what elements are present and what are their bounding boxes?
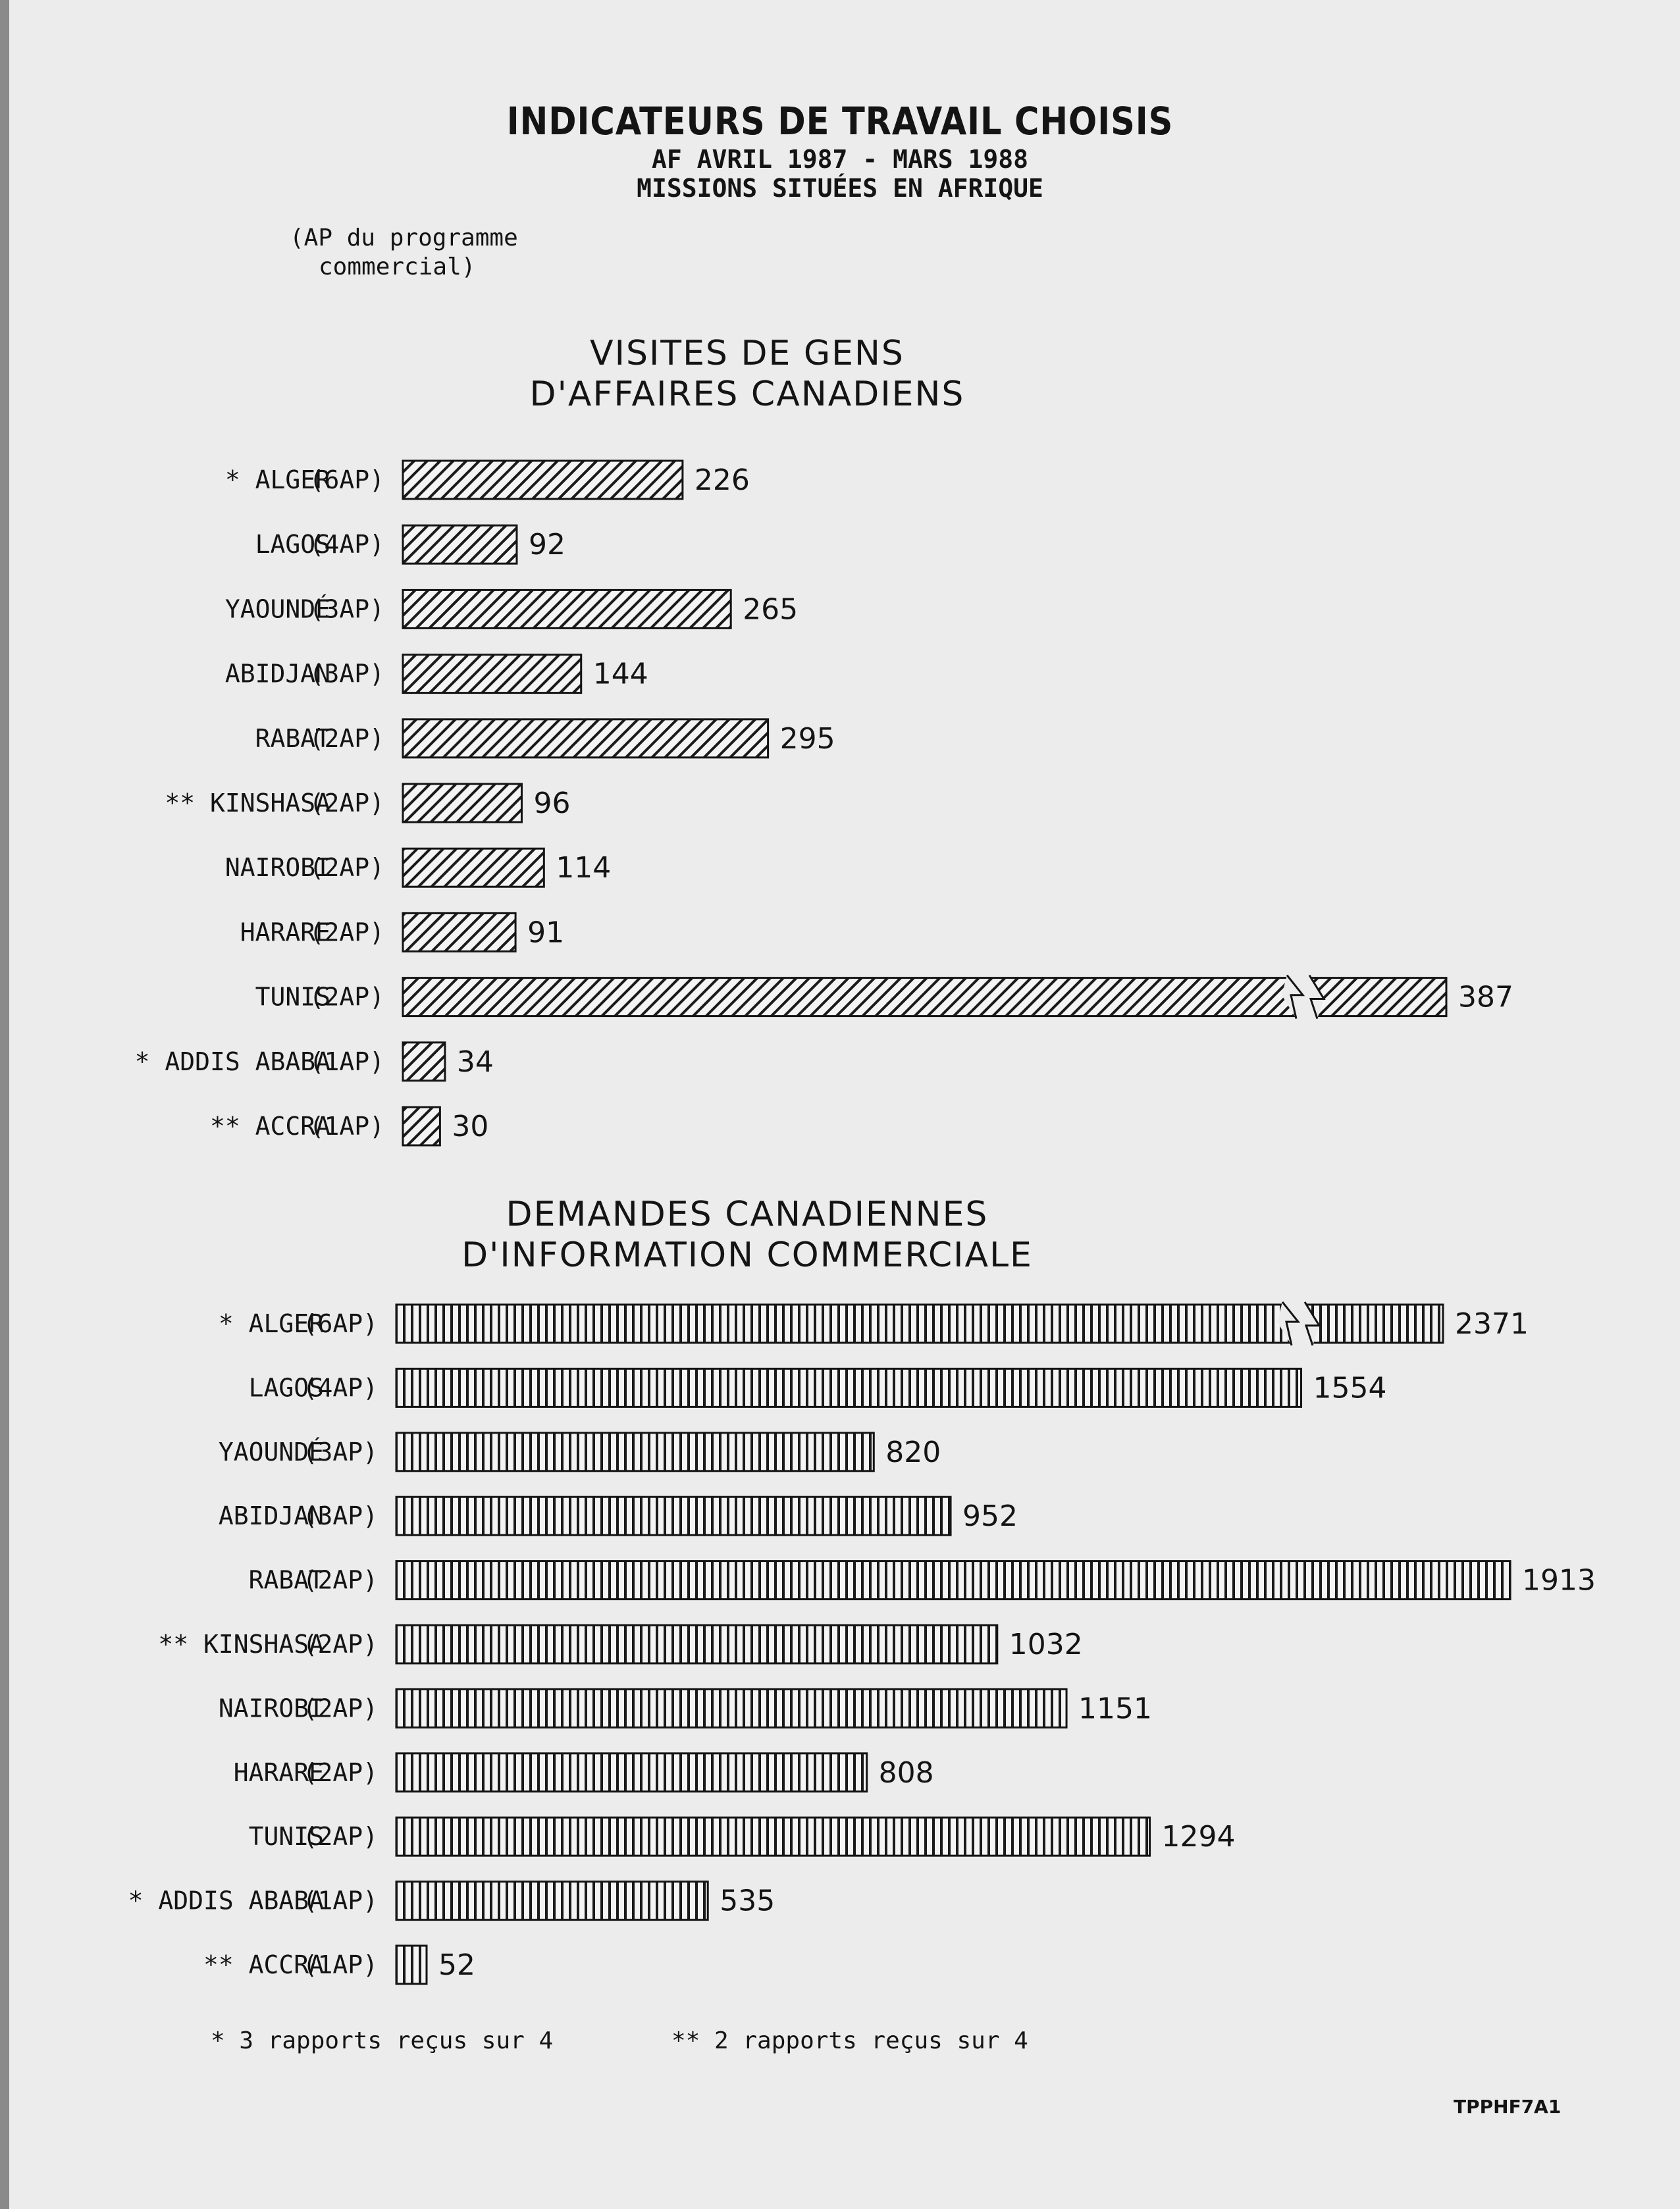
category-ap-alger: (6AP) <box>309 465 384 494</box>
value-label-nairobi: 114 <box>556 851 612 885</box>
category-label-harare: HARARE <box>233 1757 324 1787</box>
value-label-accra: 52 <box>438 1948 475 1982</box>
bar-nairobi <box>396 1689 1066 1727</box>
bar-kinshasa <box>396 1625 997 1663</box>
value-label-nairobi: 1151 <box>1078 1692 1153 1726</box>
category-ap-harare: (2AP) <box>309 918 384 947</box>
category-ap-lagos: (4AP) <box>302 1373 378 1403</box>
category-ap-accra: (1AP) <box>309 1112 384 1141</box>
category-label-yaounde: YAOUNDÉ <box>218 1437 324 1467</box>
value-label-abidjan: 952 <box>962 1499 1018 1534</box>
category-ap-alger: (6AP) <box>302 1309 378 1338</box>
category-ap-abidjan: (3AP) <box>309 659 384 689</box>
category-label-alger: * ALGER <box>224 465 330 494</box>
bar-addis-ababa <box>396 1882 708 1920</box>
bar-yaounde <box>396 1433 874 1471</box>
value-label-kinshasa: 1032 <box>1009 1628 1083 1661</box>
category-label-addis-ababa: * ADDIS ABABA <box>134 1047 330 1076</box>
bar-kinshasa <box>403 784 521 822</box>
value-label-rabat: 1913 <box>1522 1563 1596 1598</box>
chart2-title-line2: D'INFORMATION COMMERCIALE <box>461 1235 1033 1275</box>
category-ap-harare: (2AP) <box>302 1757 378 1787</box>
category-ap-yaounde: (3AP) <box>309 594 384 624</box>
category-ap-yaounde: (3AP) <box>302 1437 378 1467</box>
category-ap-abidjan: (3AP) <box>302 1501 378 1531</box>
category-label-abidjan: ABIDJAN <box>218 1501 324 1531</box>
region-subtitle: MISSIONS SITUÉES EN AFRIQUE <box>637 174 1043 203</box>
ap-note-line1: (AP du programme <box>290 224 518 251</box>
bar-nairobi <box>403 848 544 887</box>
category-ap-tunis: (2AP) <box>309 982 384 1012</box>
chart1-bars <box>135 461 1513 1145</box>
bar-rabat <box>396 1561 1510 1599</box>
footnote-two-star: ** 2 rapports reçus sur 4 <box>671 2027 1028 2054</box>
category-label-tunis: TUNIS <box>255 982 330 1012</box>
bar-alger <box>403 461 683 499</box>
category-label-kinshasa: ** KINSHASA <box>165 789 330 818</box>
value-label-harare: 808 <box>878 1755 934 1790</box>
category-ap-rabat: (2AP) <box>309 723 384 753</box>
category-label-rabat: RABAT <box>248 1565 324 1595</box>
bar-lagos <box>403 525 517 563</box>
category-ap-accra: (1AP) <box>302 1950 378 1979</box>
category-ap-kinshasa: (2AP) <box>309 789 384 818</box>
category-label-accra: ** ACCRA <box>209 1112 330 1141</box>
category-label-kinshasa: ** KINSHASA <box>158 1630 324 1659</box>
bar-accra <box>403 1107 440 1145</box>
category-label-abidjan: ABIDJAN <box>224 659 330 689</box>
value-label-lagos: 92 <box>528 528 565 562</box>
category-label-nairobi: NAIROBI <box>218 1694 324 1723</box>
chart2-bars <box>128 1302 1596 1984</box>
category-label-lagos: LAGOS <box>255 530 330 559</box>
footnote-one-star: * 3 rapports reçus sur 4 <box>211 2027 554 2054</box>
value-label-tunis: 1294 <box>1161 1820 1236 1854</box>
category-label-nairobi: NAIROBI <box>224 853 330 883</box>
value-label-addis-ababa: 535 <box>720 1884 775 1918</box>
value-label-abidjan: 144 <box>592 657 648 691</box>
category-ap-rabat: (2AP) <box>302 1565 378 1595</box>
value-label-addis-ababa: 34 <box>456 1045 494 1079</box>
bar-tunis <box>396 1817 1150 1856</box>
value-label-tunis: 387 <box>1458 980 1513 1014</box>
category-ap-nairobi: (2AP) <box>309 853 384 883</box>
category-ap-addis-ababa: (1AP) <box>309 1047 384 1076</box>
bar-abidjan <box>403 655 581 693</box>
value-label-alger: 226 <box>694 463 750 497</box>
bar-accra <box>396 1946 427 1984</box>
bar-abidjan <box>396 1497 951 1535</box>
bar-harare <box>403 913 515 951</box>
value-label-harare: 91 <box>527 916 565 950</box>
chart1-title-line1: VISITES DE GENS <box>590 334 905 373</box>
bar-addis-ababa <box>403 1043 445 1081</box>
category-ap-tunis: (2AP) <box>302 1822 378 1852</box>
category-label-alger: * ALGER <box>218 1309 324 1338</box>
document-code: TPPHF7A1 <box>1454 2096 1562 2118</box>
value-label-rabat: 295 <box>779 721 835 756</box>
ap-note-line2: commercial) <box>319 253 476 280</box>
category-ap-lagos: (4AP) <box>309 530 384 559</box>
category-label-addis-ababa: * ADDIS ABABA <box>128 1886 324 1915</box>
category-label-tunis: TUNIS <box>248 1822 324 1852</box>
category-ap-kinshasa: (2AP) <box>302 1630 378 1659</box>
bar-rabat <box>403 719 768 758</box>
value-label-lagos: 1554 <box>1313 1371 1387 1405</box>
chart2-title-line1: DEMANDES CANADIENNES <box>506 1195 989 1234</box>
value-label-kinshasa: 96 <box>533 787 571 820</box>
value-label-alger: 2371 <box>1455 1307 1529 1341</box>
bar-yaounde <box>403 590 731 628</box>
value-label-accra: 30 <box>452 1110 489 1143</box>
category-ap-addis-ababa: (1AP) <box>302 1886 378 1915</box>
bar-harare <box>396 1754 867 1792</box>
category-label-rabat: RABAT <box>255 723 330 753</box>
category-ap-nairobi: (2AP) <box>302 1694 378 1723</box>
page-title: INDICATEURS DE TRAVAIL CHOISIS <box>506 99 1174 143</box>
category-label-harare: HARARE <box>240 918 330 947</box>
value-label-yaounde: 265 <box>743 592 799 627</box>
chart1-title-line2: D'AFFAIRES CANADIENS <box>529 375 965 414</box>
period-subtitle: AF AVRIL 1987 - MARS 1988 <box>652 145 1028 174</box>
category-label-lagos: LAGOS <box>248 1373 324 1403</box>
category-label-yaounde: YAOUNDÉ <box>224 594 330 624</box>
bar-lagos <box>396 1368 1301 1407</box>
value-label-yaounde: 820 <box>885 1435 941 1469</box>
category-label-accra: ** ACCRA <box>203 1950 324 1979</box>
